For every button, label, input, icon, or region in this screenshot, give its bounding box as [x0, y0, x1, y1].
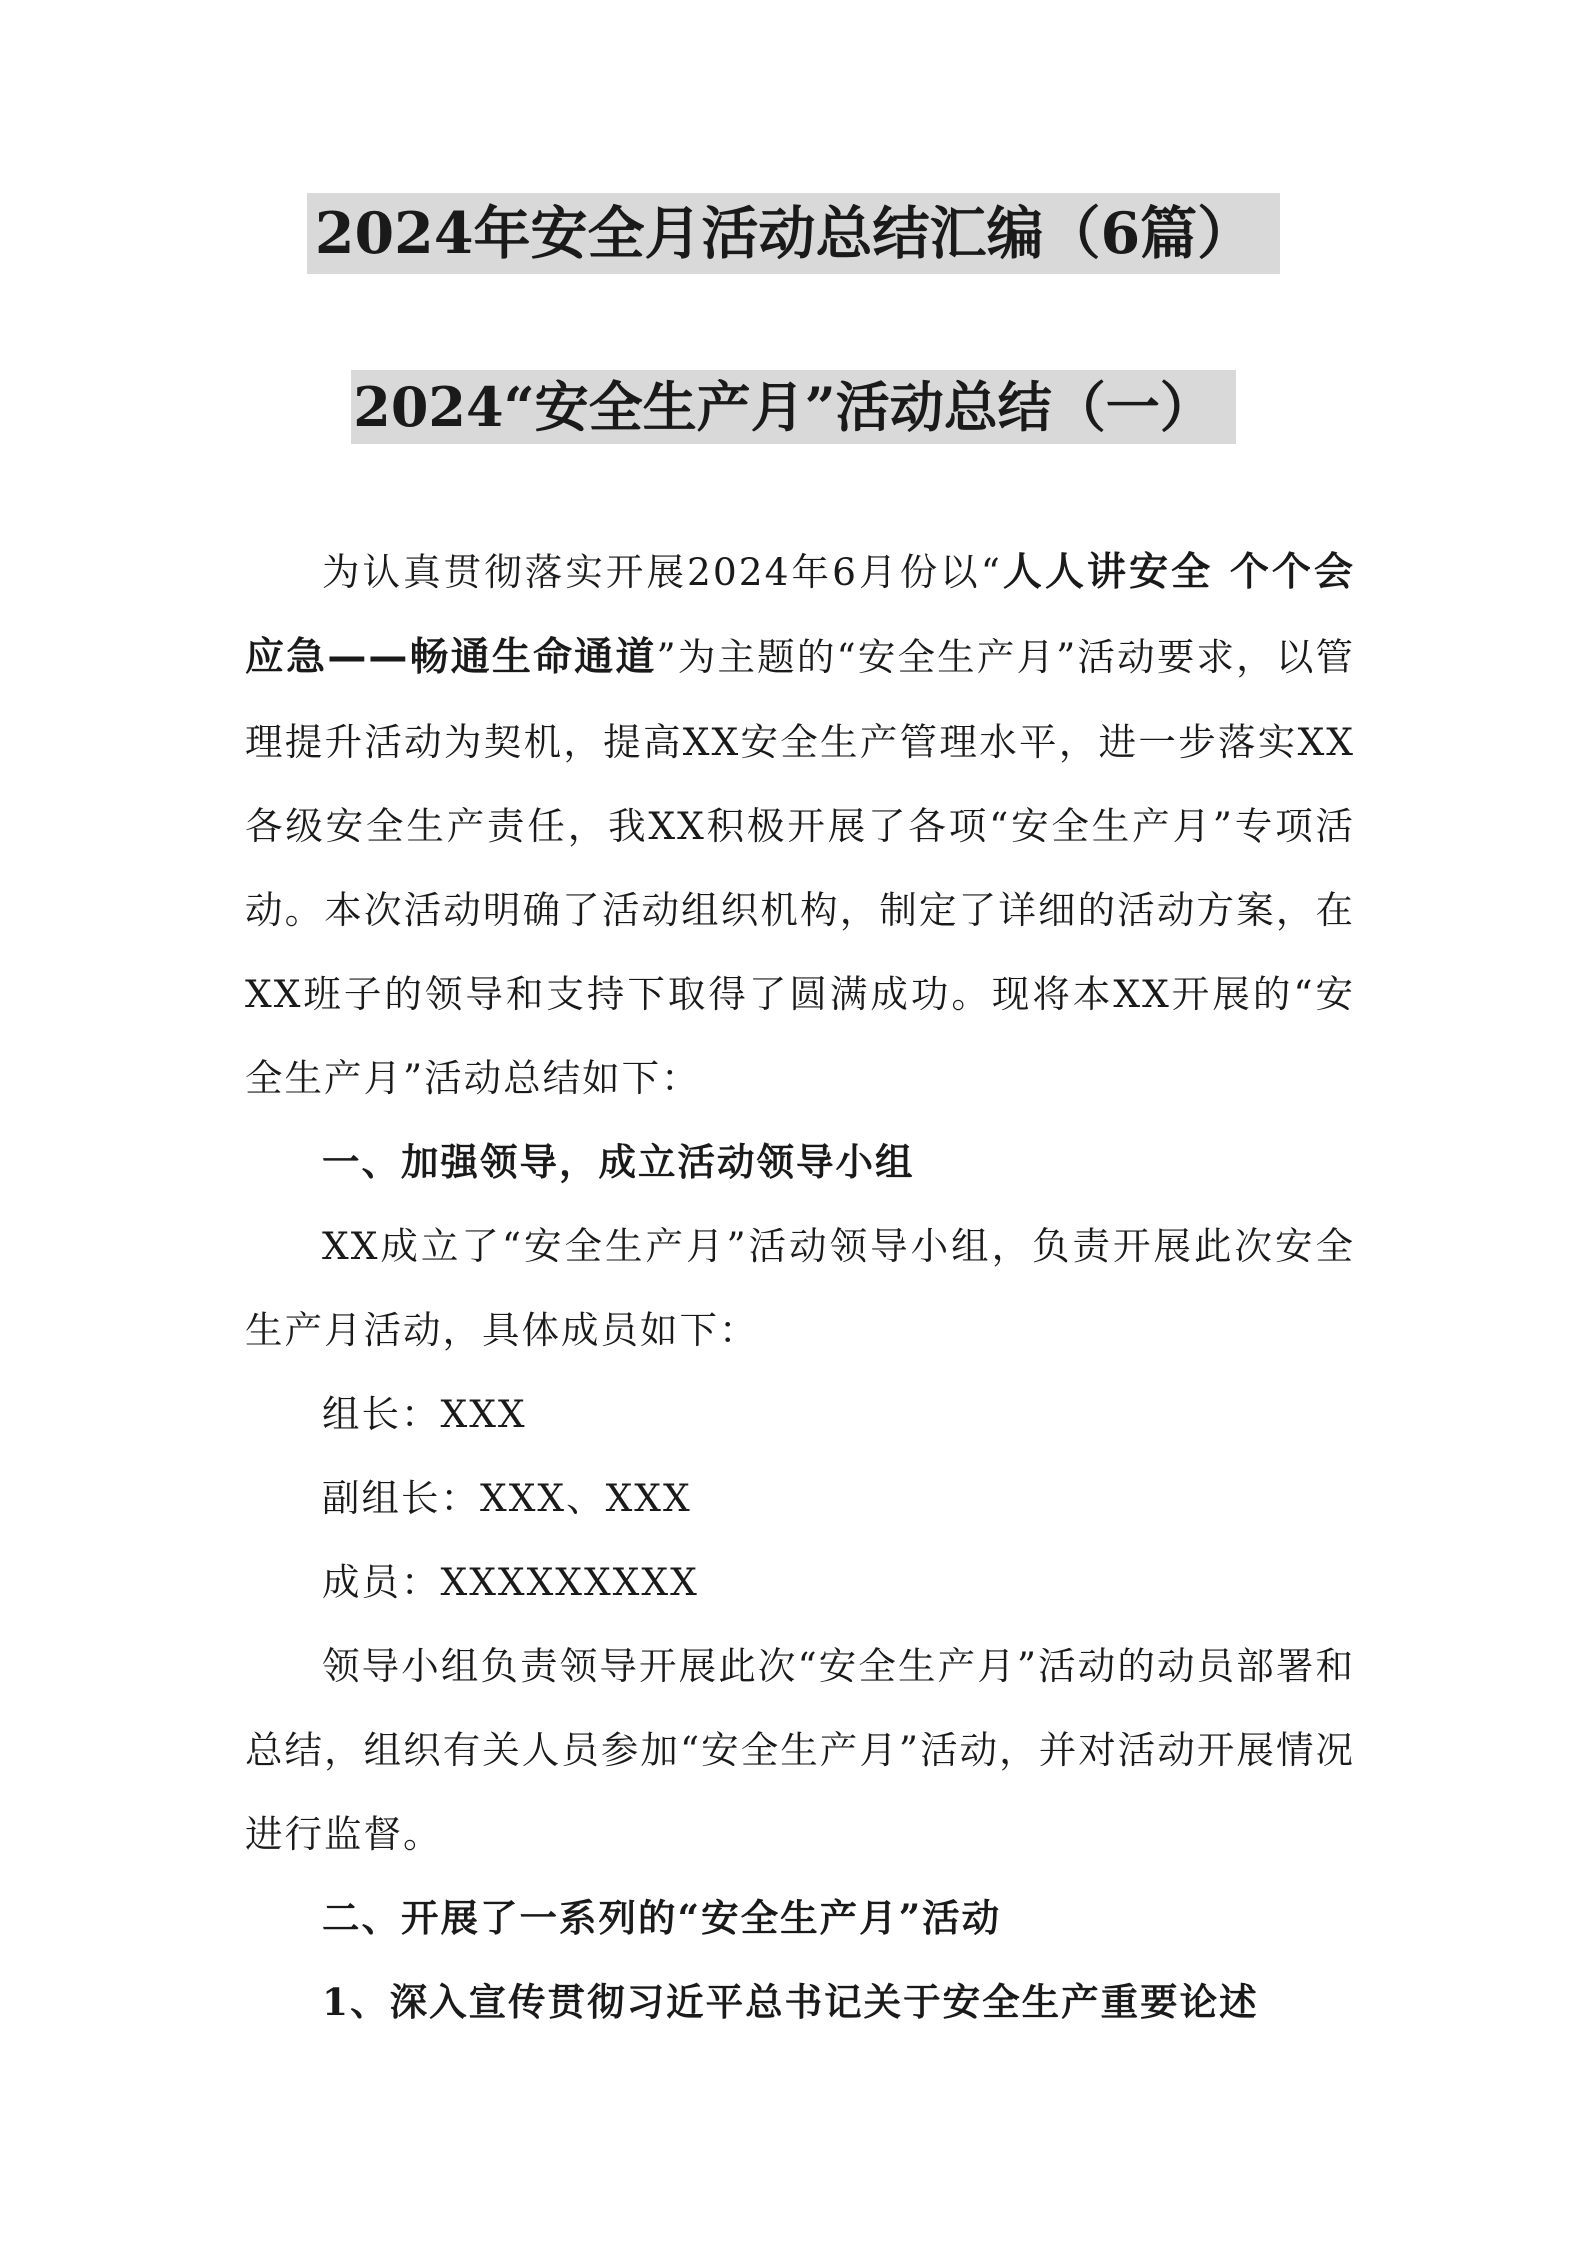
item-1-heading: 1、深入宣传贯彻习近平总书记关于安全生产重要论述: [322, 1980, 1259, 2024]
intro-paragraph: [245, 530, 1355, 1120]
main-title: 2024年安全月活动总结汇编（6篇）: [307, 193, 1280, 274]
intro-text-after: ”为主题的“安全生产月”活动要求，以管理提升活动为契机，提高XX安全生产管理水平，进一步落实XX各级安全生产责任，我XX积极开展了各项“安全生产月”专项活动。本次活动明确了活动组织机构，制定了详细的活动方案，在XX班子的领导和支持下取得了圆满成功。现将本XX开展的“安全生产月”活动总结如下：: [245, 635, 1355, 1100]
members-line: 成员：XXXXXXXXX: [322, 1560, 699, 1604]
activity-theme: 人人讲安全 个个会应急——畅通生命通道: [245, 550, 1355, 680]
intro-text-before: 为认真贯彻落实开展2024年6月份以“: [322, 550, 1002, 594]
sub-title: 2024“安全生产月”活动总结（一）: [351, 370, 1235, 444]
main-title-row: [0, 193, 1587, 274]
section-1-heading: 一、加强领导，成立活动领导小组: [322, 1140, 915, 1184]
sub-title-row: [0, 370, 1587, 444]
document-body: [245, 530, 1355, 2044]
section-1-paragraph: XX成立了“安全生产月”活动领导小组，负责开展此次安全生产月活动，具体成员如下：: [245, 1224, 1355, 1352]
duty-paragraph: 领导小组负责领导开展此次“安全生产月”活动的动员部署和总结，组织有关人员参加“安全生产月”活动，并对活动开展情况进行监督。: [245, 1644, 1355, 1856]
leader-line: 组长：XXX: [322, 1392, 527, 1436]
section-2-heading: 二、开展了一系列的“安全生产月”活动: [322, 1896, 1002, 1940]
deputy-leader-line: 副组长：XXX、XXX: [322, 1476, 692, 1520]
